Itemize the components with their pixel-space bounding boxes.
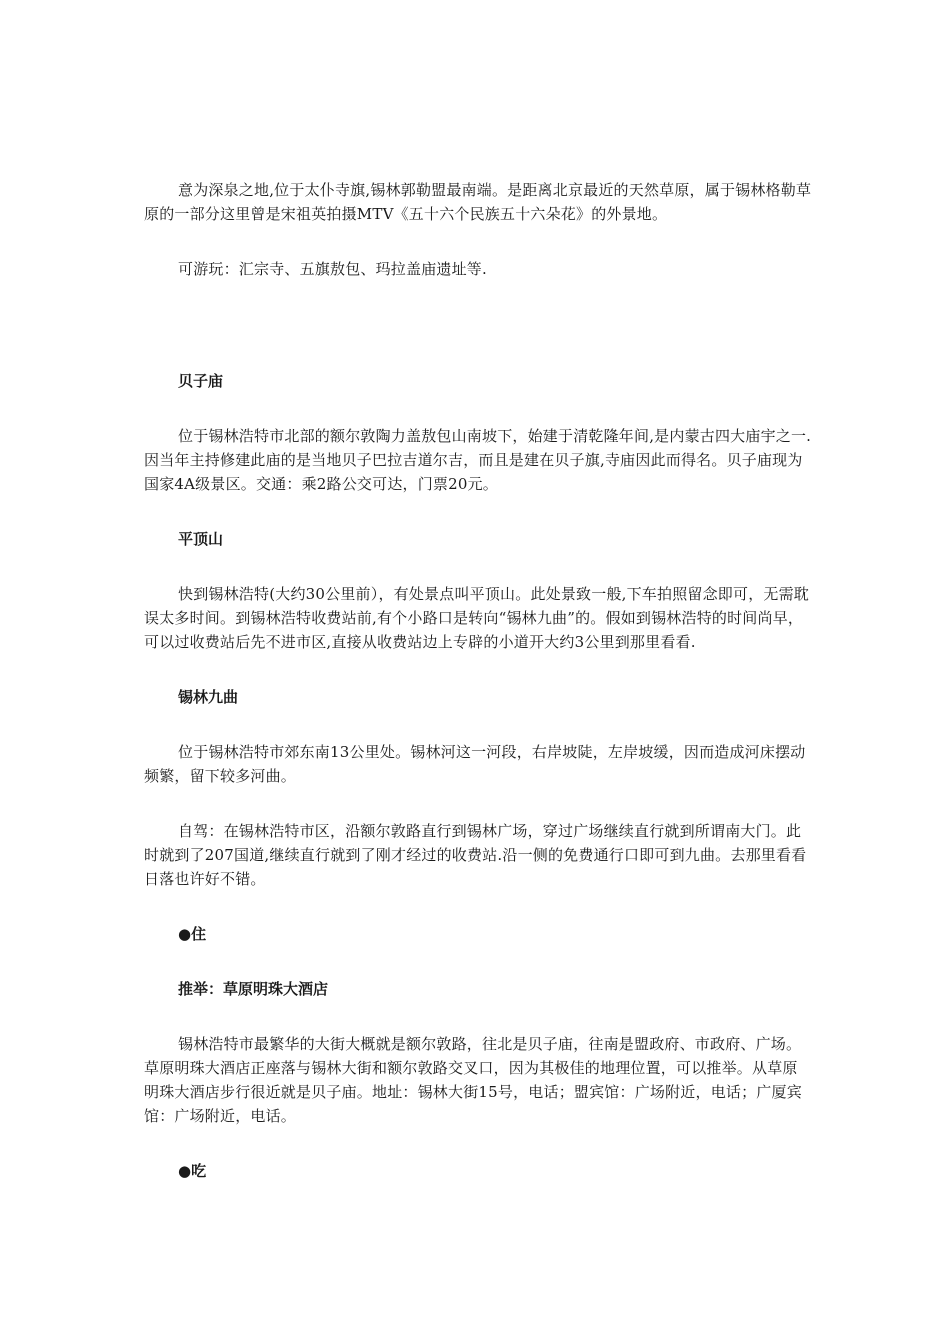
heading-recommendation: 推举：草原明珠大酒店 bbox=[178, 980, 329, 998]
paragraph-driving: 自驾：在锡林浩特市区，沿额尔敦路直行到锡林广场，穿过广场继续直行就到所谓南大门。此时就到了207国道,继续直行就到了刚才经过的收费站.沿一侧的免费通行口即可到九曲。去那里看看日落也许好不错。 bbox=[144, 822, 807, 888]
paragraph-xilinjiuqu: 位于锡林浩特市郊东南13公里处。锡林河这一河段，右岸坡陡，左岸坡缓，因而造成河床摆动频繁，留下较多河曲。 bbox=[144, 743, 806, 785]
heading-xilinjiuqu: 锡林九曲 bbox=[178, 688, 239, 706]
heading-pingdingshan: 平顶山 bbox=[178, 530, 224, 548]
paragraph-intro: 意为深泉之地,位于太仆寺旗,锡林郭勒盟最南端。是距离北京最近的天然草原，属于锡林格勒草原的一部分这里曾是宋祖英拍摄MTV《五十六个民族五十六朵花》的外景地。 bbox=[144, 181, 812, 223]
heading-beizimiao: 贝子庙 bbox=[178, 372, 224, 390]
document-page bbox=[144, 178, 812, 1183]
paragraph-beizimiao: 位于锡林浩特市北部的额尔敦陶力盖敖包山南坡下，始建于清乾隆年间,是内蒙古四大庙宇之一.因当年主持修建此庙的是当地贝子巴拉吉道尔吉，而且是建在贝子旗,寺庙因此而得名。贝子庙现为国家4A级景区。交通：乘2路公交可达，门票20元。 bbox=[144, 427, 812, 493]
paragraph-pingdingshan: 快到锡林浩特(大约30公里前），有处景点叫平顶山。此处景致一般,下车拍照留念即可，无需耽误太多时间。到锡林浩特收费站前,有个小路口是转向“锡林九曲”的。假如到锡林浩特的时间尚早，可以过收费站后先不进市区,直接从收费站边上专辟的小道开大约3公里到那里看看. bbox=[144, 585, 810, 651]
heading-lodging: ●住 bbox=[178, 925, 207, 943]
paragraph-hotel: 锡林浩特市最繁华的大街大概就是额尔敦路，往北是贝子庙，往南是盟政府、市政府、广场。草原明珠大酒店正座落与锡林大街和额尔敦路交叉口，因为其极佳的地理位置，可以推举。从草原明珠大酒店步行很近就是贝子庙。地址：锡林大街15号，电话；盟宾馆：广场附近，电话；广厦宾馆：广场附近，电话。 bbox=[144, 1035, 802, 1125]
heading-food: ●吃 bbox=[178, 1162, 207, 1180]
paragraph-attractions: 可游玩：汇宗寺、五旗敖包、玛拉盖庙遗址等. bbox=[178, 260, 487, 278]
